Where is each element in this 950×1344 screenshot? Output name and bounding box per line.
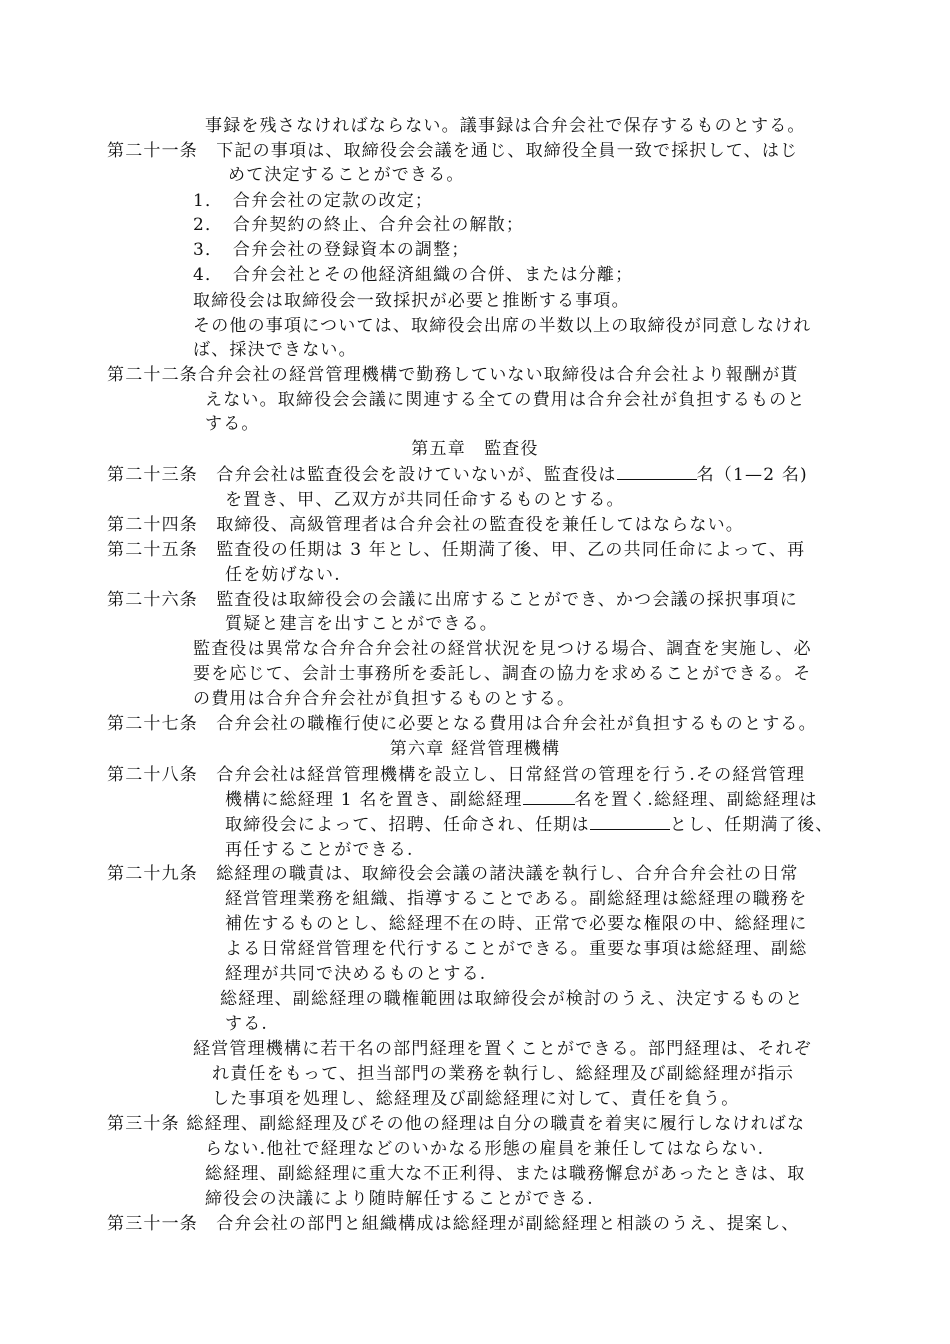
text-line: 総経理、副総経理の職権範囲は取締役会が検討のうえ、決定するものと <box>220 989 804 1009</box>
article-31-heading: 第三十一条 合弁会社の部門と組織構成は総経理が副総経理と相談のうえ、提案し、 <box>107 1214 800 1234</box>
text-line <box>225 788 818 812</box>
text-line: 要を応じて、会計士事務所を委託し、調査の協力を求めることができる。そ <box>193 664 812 684</box>
article-29-heading: 第二十九条 総経理の職責は、取締役会会議の諸決議を執行し、合弁合弁会社の日常 <box>107 864 799 884</box>
article-25-heading: 第二十五条 監査役の任期は 3 年とし、任期満了後、甲、乙の共同任命によって、再 <box>107 540 806 560</box>
text-line: よる日常経営管理を代行することができる。重要な事項は総経理、副総 <box>225 939 808 959</box>
fill-blank <box>523 788 575 805</box>
text-line: する. <box>225 1014 269 1034</box>
text-line: 補佐するものとし、総経理不在の時、正常で必要な権限の中、総経理に <box>225 914 808 934</box>
article-30-heading: 第三十条 総経理、副総経理及びその他の経理は自分の職責を着実に履行しなければな <box>107 1114 806 1134</box>
text-line: 任を妨げない. <box>225 565 341 585</box>
text-segment: 名を置く.総経理、副総経理は <box>574 790 818 810</box>
article-27-heading: 第二十七条 合弁会社の職権行使に必要となる費用は合弁会社が負担するものとする。 <box>107 714 817 734</box>
text-line: その他の事項については、取締役会出席の半数以上の取締役が同意しなけれ <box>193 316 812 336</box>
list-item: 1． 合弁会社の定款の改定； <box>193 191 434 211</box>
text-line: 経営管理機構に若干名の部門経理を置くことができる。部門経理は、それぞ <box>193 1039 812 1059</box>
text-line: 取締役会は取締役会一致採択が必要と推断する事項。 <box>193 291 630 311</box>
fill-blank <box>617 463 697 480</box>
text-line: えない。取締役会会議に関連する全ての費用は合弁会社が負担するものと <box>205 390 806 410</box>
text-line: 締役会の決議により随時解任することができる. <box>205 1189 594 1209</box>
text-line: 総経理、副総経理に重大な不正利得、または職務懈怠があったときは、取 <box>205 1164 806 1184</box>
text-segment: とし、任期満了後、 <box>669 815 834 835</box>
text-line: 再任することができる. <box>225 840 414 860</box>
list-item: 3． 合弁会社の登録資本の調整； <box>193 240 470 260</box>
text-line <box>225 813 834 837</box>
fill-blank <box>590 813 670 830</box>
text-line: 経理が共同で決めるものとする. <box>225 964 487 984</box>
list-item: 2． 合弁契約の終止、合弁会社の解散； <box>193 215 525 235</box>
text-line: らない.他社で経理などのいかなる形態の雇員を兼任してはならない. <box>205 1139 765 1159</box>
text-line: を置き、甲、乙双方が共同任命するものとする。 <box>225 490 625 510</box>
text-line: めて決定することができる。 <box>228 165 465 185</box>
text-segment: 名（1—2 名) <box>696 465 808 485</box>
text-line: 事録を残さなければならない。議事録は合弁会社で保存するものとする。 <box>205 116 806 136</box>
list-item: 4． 合弁会社とその他経済組織の合併、または分離； <box>193 265 634 285</box>
text-segment: 第二十三条 合弁会社は監査役会を設けていないが、監査役は <box>107 465 617 485</box>
article-28-heading: 第二十八条 合弁会社は経営管理機構を設立し、日常経営の管理を行う.その経営管理 <box>107 765 806 785</box>
text-line: の費用は合弁合弁会社が負担するものとする。 <box>193 689 576 709</box>
chapter-5-title: 第五章 監査役 <box>411 439 539 459</box>
chapter-6-title: 第六章 経営管理機構 <box>389 739 561 759</box>
text-line: した事項を処理し、総経理及び副総経理に対して、責任を負う。 <box>212 1089 740 1109</box>
article-26-heading: 第二十六条 監査役は取締役会の会議に出席することができ、かつ会議の採択事項に <box>107 590 798 610</box>
text-line: 監査役は異常な合弁合弁会社の経営状況を見つける場合、調査を実施し、必 <box>193 639 812 659</box>
text-line: 経営管理業務を組織、指導することである。副総経理は総経理の職務を <box>225 889 808 909</box>
text-line: れ責任をもって、担当部門の業務を執行し、総経理及び副総経理が指示 <box>212 1064 795 1084</box>
article-23-heading <box>107 463 808 487</box>
text-line: する。 <box>205 414 260 434</box>
article-22-heading: 第二十二条合弁会社の経営管理機構で勤務していない取締役は合弁会社より報酬が貰 <box>107 365 799 385</box>
article-24-heading: 第二十四条 取締役、高級管理者は合弁会社の監査役を兼任してはならない。 <box>107 515 744 535</box>
text-line: 質疑と建言を出すことができる。 <box>225 614 498 634</box>
text-segment: 取締役会によって、招聘、任命され、任期は <box>225 815 590 835</box>
text-segment: 機構に総経理 1 名を置き、副総経理 <box>225 790 523 810</box>
text-line: ば、採決できない。 <box>193 340 357 360</box>
article-21-heading: 第二十一条 下記の事項は、取締役会会議を通じ、取締役全員一致で採択して、はじ <box>107 141 799 161</box>
